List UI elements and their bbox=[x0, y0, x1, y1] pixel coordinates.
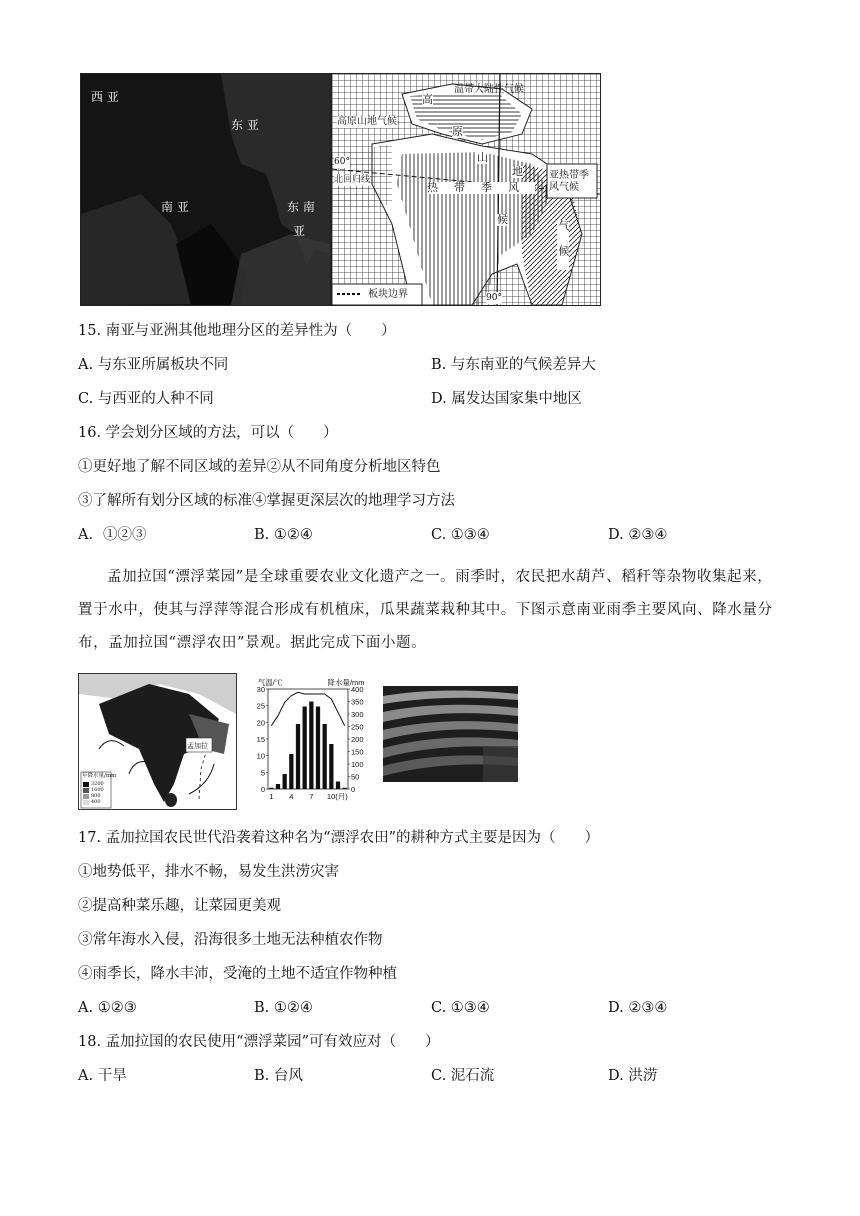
q16-stem: 16. 学会划分区域的方法，可以（ ） bbox=[78, 425, 338, 441]
precipitation-bar bbox=[336, 782, 340, 790]
map-legend-3200: 3200 bbox=[91, 781, 104, 787]
label-plateau-char1: 高 bbox=[422, 93, 433, 106]
precipitation-bar bbox=[303, 707, 307, 790]
q17-item-2: ②提高种菜乐趣，让菜园更美观 bbox=[78, 898, 281, 914]
map-legend-400: 400 bbox=[91, 799, 101, 805]
precipitation-bar bbox=[289, 754, 293, 789]
q15-option-c[interactable]: C. 与西亚的人种不同 bbox=[78, 391, 214, 407]
map-label-bangladesh: 孟加拉 bbox=[187, 742, 208, 750]
q18-option-b[interactable]: B. 台风 bbox=[254, 1068, 303, 1084]
q18-stem: 18. 孟加拉国的农民使用“漂浮菜园”可有效应对（ ） bbox=[78, 1034, 440, 1050]
left-axis-title: 气温/℃ bbox=[257, 678, 283, 687]
q17-option-b[interactable]: B. ①②④ bbox=[254, 1000, 313, 1016]
precipitation-bar bbox=[276, 784, 280, 789]
chart-frame bbox=[268, 689, 348, 789]
right-axis-title: 降水量/mm bbox=[327, 678, 365, 687]
right-tick-label: 250 bbox=[351, 722, 364, 732]
q15-stem: 15. 南亚与亚洲其他地理分区的差异性为（ ） bbox=[78, 323, 396, 339]
q16-item-2: ③了解所有划分区域的标准④掌握更深层次的地理学习方法 bbox=[78, 493, 455, 509]
figure2-climate-chart bbox=[248, 675, 370, 807]
climate-chart-svg bbox=[248, 675, 370, 807]
label-south-asia: 南 亚 bbox=[161, 200, 189, 214]
label-tropic-of-cancer: 北回归线 bbox=[334, 175, 371, 185]
label-tropical-monsoon: 热带季风 bbox=[427, 181, 535, 194]
floating-farm-photo-graphic bbox=[383, 686, 518, 782]
q18-option-d[interactable]: D. 洪涝 bbox=[608, 1068, 658, 1084]
label-subtropical-monsoon: 亚热带季风气候 bbox=[549, 170, 589, 193]
q17-item-3: ③常年海水入侵，沿海很多土地无法种植农作物 bbox=[78, 932, 383, 948]
q18-option-a[interactable]: A. 干旱 bbox=[78, 1068, 127, 1084]
reading-passage: 孟加拉国“漂浮菜园”是全球重要农业文化遗产之一。雨季时，农民把水葫芦、稻秆等杂物收集起来，置于水中，使其与浮萍等混合形成有机植床，瓜果蔬菜栽种其中。下图示意南亚雨季主要风向、降水量分布，孟加拉国“漂浮农田”景观。据此完成下面小题。 bbox=[78, 569, 773, 651]
q17-option-d[interactable]: D. ②③④ bbox=[608, 1000, 668, 1016]
figure2-floating-farm-photo bbox=[383, 686, 518, 782]
left-tick-label: 20 bbox=[256, 718, 265, 728]
label-plateau-char3: 山 bbox=[477, 151, 488, 164]
q17-stem: 17. 孟加拉国农民世代沿袭着这种名为“漂浮农田”的耕种方式主要是因为（ ） bbox=[78, 830, 599, 846]
q18-option-c[interactable]: C. 泥石流 bbox=[431, 1068, 495, 1084]
x-tick-label: 10(月) bbox=[326, 792, 348, 801]
label-east-asia: 东 亚 bbox=[231, 118, 259, 132]
q17-option-a[interactable]: A. ①②③ bbox=[78, 1000, 137, 1016]
right-tick-label: 150 bbox=[351, 747, 364, 757]
right-tick-label: 400 bbox=[351, 685, 364, 694]
left-tick-label: 0 bbox=[260, 785, 265, 794]
q16-item-1: ①更好地了解不同区域的差异②从不同角度分析地区特色 bbox=[78, 459, 441, 475]
q15-option-d[interactable]: D. 属发达国家集中地区 bbox=[431, 391, 582, 407]
label-plateau-char4: 地 bbox=[512, 165, 523, 178]
precipitation-bar bbox=[343, 788, 347, 789]
right-tick-label: 100 bbox=[351, 760, 364, 769]
right-tick-label: 350 bbox=[351, 697, 364, 707]
precipitation-bar bbox=[329, 744, 333, 789]
figure2-rainfall-map bbox=[78, 673, 237, 810]
label-southeast: 东 南 bbox=[287, 200, 315, 214]
temperature-line bbox=[271, 692, 344, 725]
left-tick-label: 25 bbox=[256, 701, 265, 711]
right-tick-label: 50 bbox=[351, 772, 360, 782]
x-tick-label: 7 bbox=[309, 792, 314, 801]
q16-option-a[interactable]: A．①②③ bbox=[78, 527, 147, 543]
right-tick-label: 200 bbox=[351, 735, 364, 744]
label-plateau-mountain: 高原山地气候 bbox=[337, 116, 397, 127]
q15-option-b[interactable]: B. 与东南亚的气候差异大 bbox=[431, 357, 596, 373]
x-tick-label: 4 bbox=[289, 792, 294, 801]
precipitation-bar bbox=[283, 774, 287, 789]
legend-plate-boundary: 板块边界 bbox=[368, 289, 408, 300]
q15-option-a[interactable]: A. 与东亚所属板块不同 bbox=[78, 357, 229, 373]
label-asia: 亚 bbox=[293, 224, 306, 238]
right-tick-label: 300 bbox=[351, 710, 364, 719]
label-climate: 气候 bbox=[557, 220, 570, 270]
q16-option-b[interactable]: B. ①②④ bbox=[254, 527, 313, 543]
label-temperate-continental: 温带大陆性气候 bbox=[454, 84, 524, 95]
q17-item-4: ④雨季长，降水丰沛，受淹的土地不适宜作物种植 bbox=[78, 966, 397, 982]
precipitation-bar bbox=[323, 724, 327, 789]
q17-option-c[interactable]: C. ①③④ bbox=[431, 1000, 490, 1016]
label-90-degrees: 90° bbox=[486, 293, 502, 303]
figure1-left-map bbox=[80, 73, 331, 306]
precipitation-bar bbox=[269, 788, 273, 789]
x-tick-label: 1 bbox=[269, 792, 274, 801]
precipitation-bar bbox=[296, 724, 300, 789]
left-tick-label: 15 bbox=[256, 735, 265, 744]
precipitation-bar bbox=[316, 707, 320, 790]
label-plateau-char5: 候 bbox=[497, 213, 508, 226]
figure1-right-map bbox=[331, 73, 601, 306]
left-tick-label: 5 bbox=[260, 768, 265, 778]
q16-option-d[interactable]: D. ②③④ bbox=[608, 527, 668, 543]
label-plateau-char2: 原 bbox=[452, 125, 463, 138]
left-tick-label: 30 bbox=[256, 685, 265, 694]
precipitation-bar bbox=[309, 702, 313, 790]
map-legend-800: 800 bbox=[91, 793, 101, 799]
q16-option-c[interactable]: C. ①③④ bbox=[431, 527, 490, 543]
label-60-degrees: 60° bbox=[334, 157, 350, 167]
left-tick-label: 10 bbox=[256, 751, 265, 761]
map-legend-title: 年降水量/mm bbox=[82, 773, 117, 779]
label-west-asia: 西 亚 bbox=[91, 90, 119, 104]
map-legend-1600: 1600 bbox=[91, 787, 104, 793]
right-tick-label: 0 bbox=[351, 785, 356, 794]
left-map-graphic bbox=[81, 74, 330, 305]
q17-item-1: ①地势低平，排水不畅，易发生洪涝灾害 bbox=[78, 864, 339, 880]
